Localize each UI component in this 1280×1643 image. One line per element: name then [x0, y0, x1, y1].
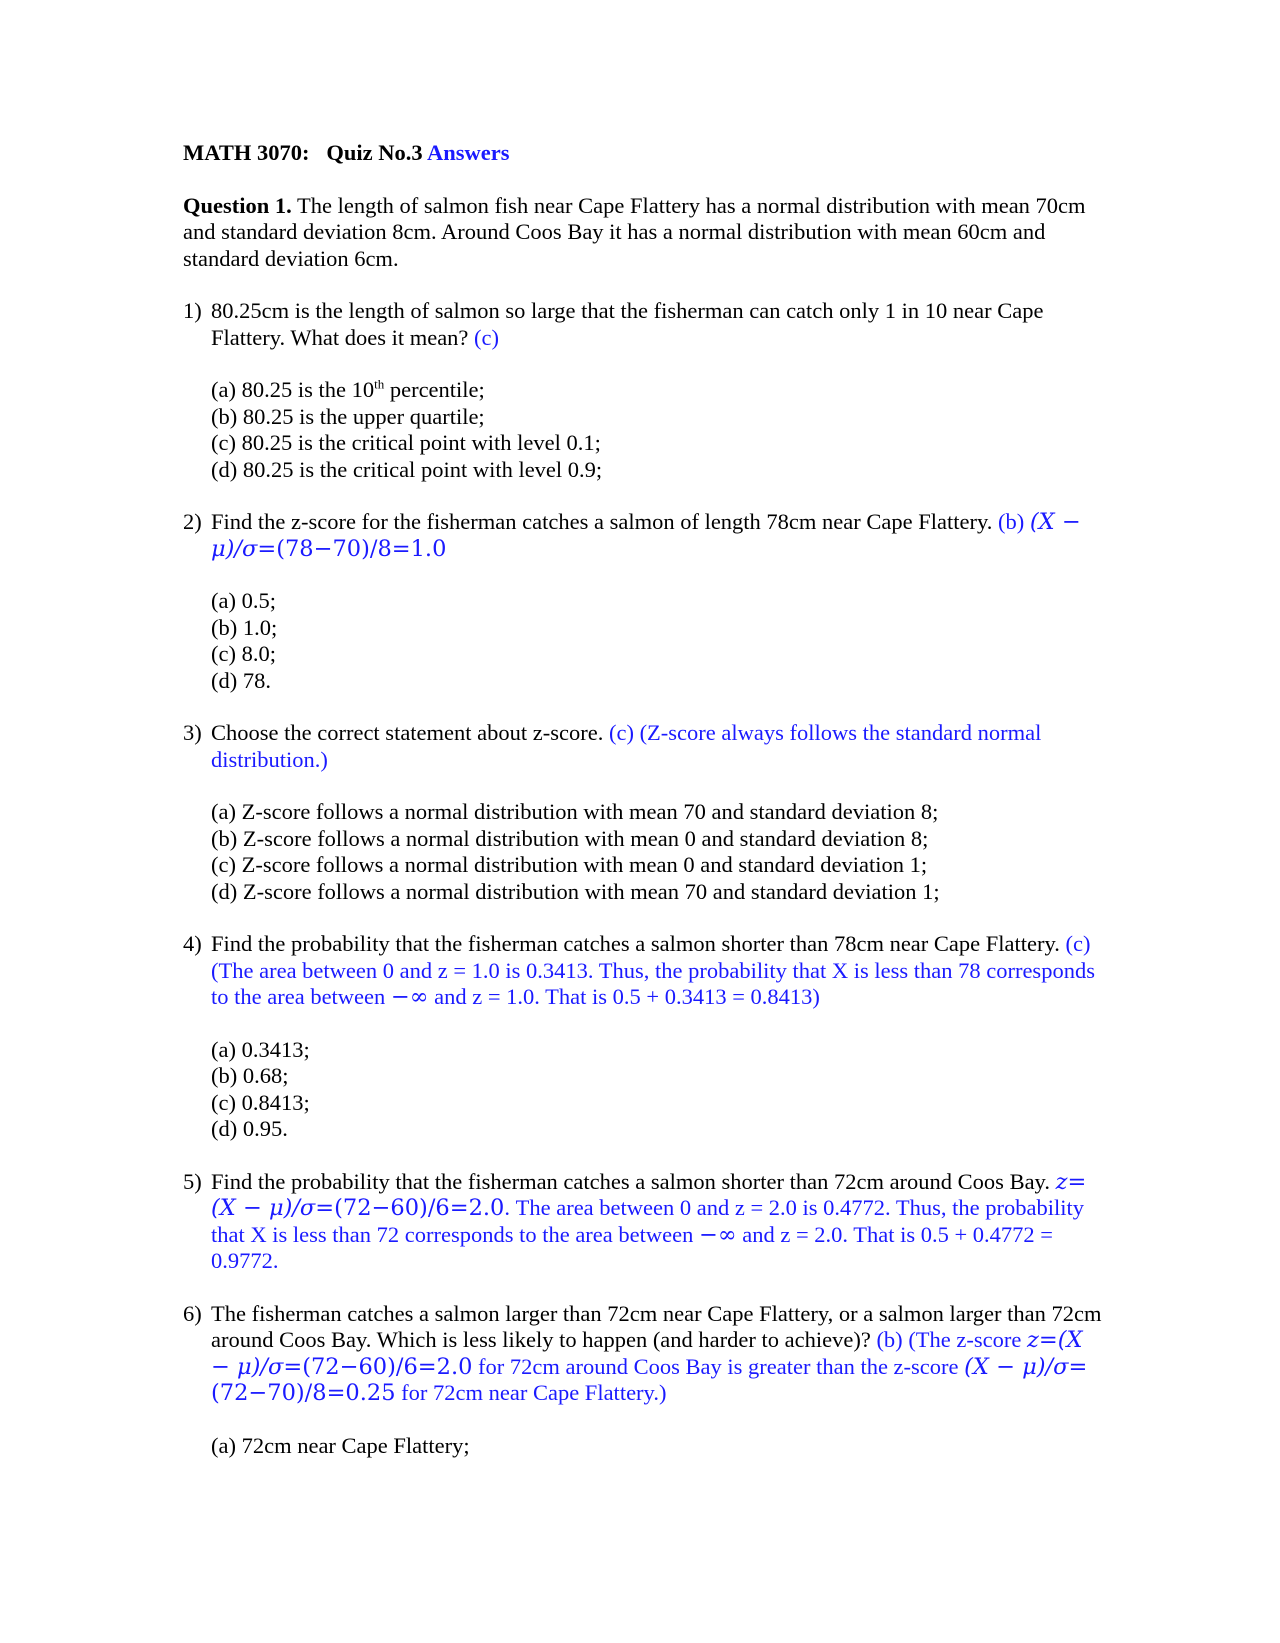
answer-text: (c) — [474, 324, 500, 350]
options-list — [211, 377, 1103, 483]
option-d: (d) Z-score follows a normal distribution with mean 70 and standard deviation 1; — [211, 878, 940, 904]
option-a: (a) 72cm near Cape Flattery; — [211, 1432, 470, 1458]
question-1-intro — [183, 193, 1103, 273]
part-5 — [183, 1169, 1103, 1275]
answer-part-b: and z = 2.0. That is 0.5 + 0.4772 = 0.9772. — [211, 1221, 1053, 1273]
formula1-rhs: =(72−60)/6=2.0 — [283, 1353, 473, 1380]
formula-lhs: z=(X − μ)/σ — [211, 1168, 1087, 1221]
quiz-label: Quiz No.3 — [326, 140, 423, 165]
option-a — [211, 377, 1103, 404]
option-d: (d) 0.95. — [211, 1116, 288, 1141]
part-number: 4) — [183, 931, 202, 956]
option-c: (c) 8.0; — [211, 641, 276, 666]
answer-text: (c) (Z-score always follows the standard normal distribution.) — [211, 720, 1042, 772]
question-label: Question 1. — [183, 192, 292, 218]
option-c: (c) Z-score follows a normal distribution with mean 0 and standard deviation 1; — [211, 852, 928, 877]
part-1-stem — [183, 298, 1103, 351]
stem-text: Find the probability that the fisherman catches a salmon shorter than 78cm near Cape Flattery. — [211, 931, 1060, 956]
options-list — [211, 588, 1103, 694]
answer-letter: (b) — [876, 1327, 903, 1352]
part-4-stem — [183, 931, 1103, 1011]
part-number: 2) — [183, 509, 202, 534]
option-b: (b) 80.25 is the upper quartile; — [211, 403, 485, 429]
part-3 — [183, 720, 1103, 905]
formula2-rhs: =(72−70)/8=0.25 — [211, 1353, 1088, 1406]
option-c: (c) 0.8413; — [211, 1089, 310, 1115]
answer-part-a: (The z-score — [908, 1327, 1022, 1352]
answer-part-a: (c) (The area between 0 and z = 1.0 is 0.3413. Thus, the probability that X is less than 78 corresponds to the area between — [211, 931, 1095, 1009]
part-2-stem — [183, 509, 1103, 562]
answer-part-b: and z = 1.0. That is 0.5 + 0.3413 = 0.8413) — [434, 984, 820, 1009]
option-b: (b) Z-score follows a normal distribution with mean 0 and standard deviation 8; — [211, 825, 929, 851]
part-4 — [183, 931, 1103, 1143]
part-1 — [183, 298, 1103, 483]
formula-lhs: (X − μ)/σ — [211, 509, 1081, 562]
answer-part-a: . The area between 0 and z = 2.0 is 0.4772. Thus, the probability that X is less than 72 corresponds to the area between — [211, 1195, 1084, 1247]
option-a: (a) 0.5; — [211, 588, 276, 613]
option-d: (d) 80.25 is the critical point with level 0.9; — [211, 456, 603, 482]
formula2-lhs: (X − μ)/σ — [964, 1353, 1069, 1380]
course-code: MATH 3070: — [183, 140, 310, 165]
formula-rhs: =(72−60)/6=2.0 — [315, 1195, 505, 1221]
part-2 — [183, 509, 1103, 694]
options-list — [211, 799, 1103, 905]
option-a: (a) 0.3413; — [211, 1036, 310, 1062]
formula1-lhs: z=(X − μ)/σ — [211, 1327, 1083, 1380]
options-list — [211, 1037, 1103, 1143]
stem-text: Find the probability that the fisherman catches a salmon shorter than 72cm around Coos Bay. — [211, 1168, 1050, 1194]
infinity-symbol: −∞ — [390, 984, 429, 1010]
answer-text: (b) — [998, 509, 1025, 534]
infinity-symbol: −∞ — [698, 1221, 737, 1248]
part-number: 1) — [183, 298, 202, 323]
option-a: (a) Z-score follows a normal distribution with mean 70 and standard deviation 8; — [211, 799, 939, 824]
options-list — [211, 1433, 1103, 1460]
part-6 — [183, 1301, 1103, 1460]
document-page — [183, 140, 1103, 1485]
part-number: 3) — [183, 720, 202, 745]
option-text: (a) 80.25 is the 10 — [211, 377, 375, 402]
stem-text: Choose the correct statement about z-score. — [211, 720, 604, 745]
stem-text: The fisherman catches a salmon larger than 72cm near Cape Flattery, or a salmon larger than 72cm around Coos Bay. Which is less likely to happen (and harder to achieve)? — [211, 1300, 1102, 1352]
part-number: 5) — [183, 1168, 202, 1194]
part-6-stem — [183, 1301, 1103, 1407]
question-text: The length of salmon fish near Cape Flattery has a normal distribution with mean 70cm and standard deviation 8cm. Around Coos Bay it has a normal distribution with mean 60cm and standard deviation 6cm. — [183, 192, 1086, 271]
option-b: (b) 0.68; — [211, 1063, 289, 1088]
option-c: (c) 80.25 is the critical point with level 0.1; — [211, 430, 601, 455]
option-tail: percentile; — [384, 377, 485, 402]
part-3-stem — [183, 720, 1103, 773]
page-title — [183, 140, 1103, 167]
option-d: (d) 78. — [211, 667, 271, 693]
superscript: th — [374, 376, 385, 392]
formula-rhs: =(78−70)/8=1.0 — [257, 535, 447, 562]
answer-part-c: for 72cm near Cape Flattery.) — [401, 1380, 667, 1405]
part-5-stem — [183, 1169, 1103, 1275]
stem-text: Find the z-score for the fisherman catches a salmon of length 78cm near Cape Flattery. — [211, 509, 993, 534]
option-b: (b) 1.0; — [211, 614, 278, 640]
answer-part-b: for 72cm around Coos Bay is greater than the z-score — [478, 1353, 959, 1379]
part-number: 6) — [183, 1300, 202, 1326]
stem-text: 80.25cm is the length of salmon so large that the fisherman can catch only 1 in 10 near Cape Flattery. What does it mean? — [211, 298, 1044, 350]
answers-label: Answers — [426, 140, 510, 165]
